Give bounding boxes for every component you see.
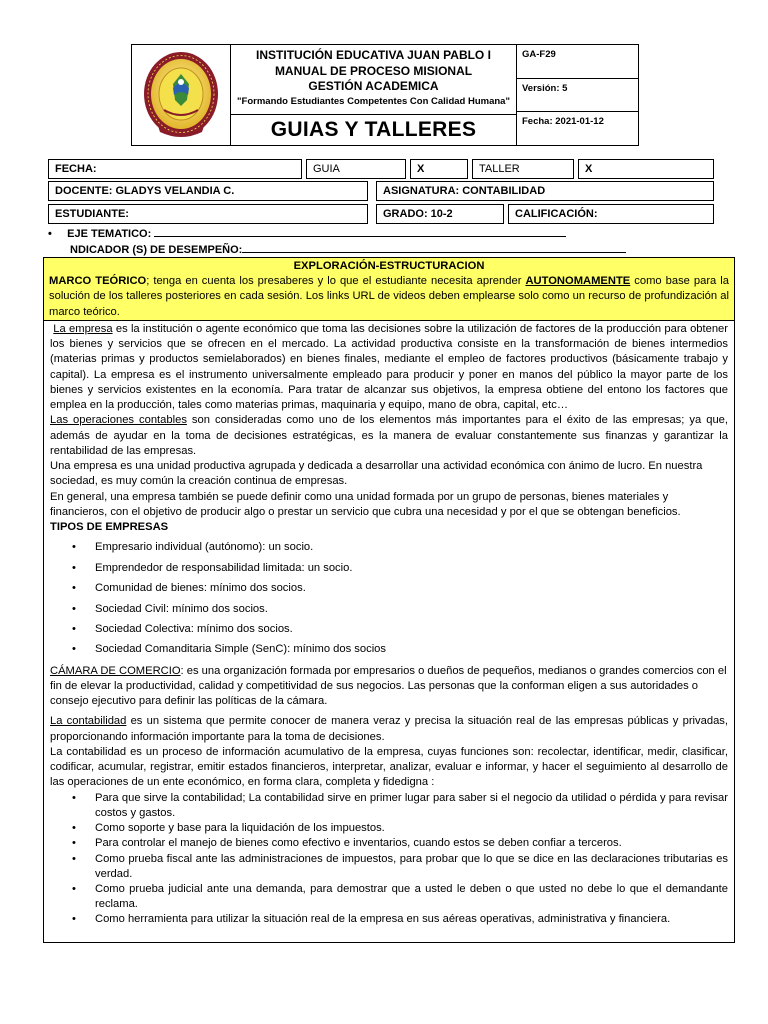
eje-indicador-block xyxy=(48,226,626,258)
fecha-field[interactable]: FECHA: xyxy=(48,159,302,179)
list-item: • Comunidad de bienes: mínimo dos socios. xyxy=(50,578,728,598)
taller-checkbox[interactable]: X xyxy=(578,159,714,179)
eje-line[interactable] xyxy=(154,226,566,237)
empresa-term: La empresa xyxy=(53,323,113,335)
calificacion-field[interactable]: CALIFICACIÓN: xyxy=(508,204,714,224)
contabilidad-text: es un sistema que permite conocer de manera veraz y precisa la situación real de las empresas públicas y privadas, proporcionando información importante para la toma de decisiones. xyxy=(50,715,728,743)
document-title: GUIAS Y TALLERES xyxy=(270,117,477,141)
meta-cell xyxy=(517,45,638,145)
manual-name: MANUAL DE PROCESO MISIONAL xyxy=(274,63,473,78)
empresa-paragraph xyxy=(50,322,728,413)
taller-label: TALLER xyxy=(472,159,574,179)
camara-text: : es una organización formada por empresarios o dueños de pequeños, medianos o grandes comercios con el fin de elevar la productividad, calidad y competitividad de sus negocios. Las personas que la conforman eligen a sus autoridades o consejo ejecutivo para definir las políticas de la cámara. xyxy=(50,664,727,708)
marco-teorico-text xyxy=(49,274,729,320)
list-item: • Para que sirve la contabilidad; La contabilidad sirve en primer lugar para saber si el negocio da utilidad o pérdida y para revisar costos y gastos. xyxy=(50,791,728,821)
list-item: • Para controlar el manejo de bienes como efectivo e inventarios, cuando estos se deben confiar a terceros. xyxy=(50,836,728,851)
guia-checkbox[interactable]: X xyxy=(410,159,468,179)
estudiante-field[interactable]: ESTUDIANTE: xyxy=(48,204,368,224)
operaciones-term: Las operaciones contables xyxy=(50,414,187,427)
list-item: • Empresario individual (autónomo): un socio. xyxy=(50,537,728,557)
marco-text-b: como base para la solución de los talleres posteriores en cada sesión. Los links URL de videos deben emplearse solo como un recurso de profundización al marco teórico. xyxy=(49,275,729,318)
tipos-list xyxy=(50,537,728,659)
list-item: • Emprendedor de responsabilidad limitada: un socio. xyxy=(50,558,728,578)
contabilidad-term: La contabilidad xyxy=(50,715,127,728)
list-item: • Sociedad Civil: mínimo dos socios. xyxy=(50,599,728,619)
indicador-label: NDICADOR (S) DE DESEMPEÑO: xyxy=(70,244,243,256)
asignatura-field[interactable]: ASIGNATURA: CONTABILIDAD xyxy=(376,181,714,201)
list-item: • Como soporte y base para la liquidación de los impuestos. xyxy=(50,821,728,836)
unidad-productiva-paragraph: Una empresa es una unidad productiva agrupada y dedicada a desarrollar una actividad económica con ánimo de lucro. En nuestra sociedad, es muy común la creación continua de empresas. xyxy=(50,460,703,488)
tipos-title: TIPOS DE EMPRESAS xyxy=(50,521,169,534)
eje-row xyxy=(48,226,626,242)
indicador-row xyxy=(48,242,626,258)
autonomamente-word: AUTONOMAMENTE xyxy=(525,275,631,288)
document-date: Fecha: 2021-01-12 xyxy=(522,116,604,128)
document-version: Versión: 5 xyxy=(517,79,638,113)
operaciones-paragraph xyxy=(50,413,728,459)
list-item: • Como prueba judicial ante una demanda, para demostrar que a usted le deben o que usted no debe lo que el demandante reclama. xyxy=(50,882,728,912)
document-code: GA-F29 xyxy=(517,45,638,79)
proceso-paragraph: La contabilidad es un proceso de información acumulativo de la empresa, cuyas funciones son: recolectar, identificar, medir, clasificar, codificar, acumular, registrar, emitir estados financieros, interpretar, analizar, evaluar e informar, y hacer el seguimiento al desarrollo de las operaciones de un ente económico, en forma clara, completa y fidedigna : xyxy=(50,745,728,789)
marco-teorico-box xyxy=(43,257,735,321)
contabilidad-paragraph xyxy=(50,714,728,744)
docente-field[interactable]: DOCENTE: GLADYS VELANDIA C. xyxy=(48,181,368,201)
school-crest-icon xyxy=(140,48,222,142)
school-logo-cell xyxy=(132,45,231,145)
area-name: GESTIÓN ACADEMICA xyxy=(308,79,439,94)
list-item: • Sociedad Comanditaria Simple (SenC): mínimo dos socios xyxy=(50,639,728,659)
exploracion-heading: EXPLORACIÓN-ESTRUCTURACION xyxy=(293,260,485,272)
definicion-paragraph: En general, una empresa también se puede definir como una unidad formada por un grupo de personas, bienes materiales y financieros, con el objetivo de producir algo o prestar un servicio que cubra una necesidad y por el que se obtengan beneficios. xyxy=(50,490,681,518)
camara-term: CÁMARA DE COMERCIO xyxy=(50,664,181,677)
guia-label: GUIA xyxy=(306,159,406,179)
marco-teorico-label: MARCO TEÓRICO xyxy=(49,275,147,288)
list-item: • Sociedad Colectiva: mínimo dos socios. xyxy=(50,619,728,639)
content-body xyxy=(43,321,735,943)
institution-block xyxy=(231,45,516,115)
document-header xyxy=(131,44,639,146)
marco-text-a: ; tenga en cuenta los presaberes y lo que el estudiante necesita aprender xyxy=(146,275,526,288)
list-item: • Como prueba fiscal ante las administraciones de impuestos, para probar que lo que se dice en las declaraciones tributarias es verdad. xyxy=(50,852,728,882)
institution-name: INSTITUCIÓN EDUCATIVA JUAN PABLO I xyxy=(256,48,491,62)
bullet-icon: • xyxy=(48,228,52,240)
operaciones-text: son consideradas como uno de los elementos más importantes para el éxito de las empresas; ya que, además de ayudar en la toma de decisiones estratégicas, es la manera de evaluar constantemente sus finanzas y garantizar la rentabilidad de las empresas. xyxy=(50,414,729,457)
funciones-list xyxy=(50,791,728,928)
eje-label: EJE TEMATICO: xyxy=(67,228,152,240)
grado-field[interactable]: GRADO: 10-2 xyxy=(376,204,504,224)
empresa-text: es la institución o agente económico que toma las decisiones sobre la utilización de factores de la producción para obtener los bienes y servicios que se ofrecen en el mercado. La actividad productiva consiste en la transformación de bienes intermedios (materias primas y productos semielaborados) en bienes finales, mediante el empleo de factores productivos (básicamente trabajo y capital). La empresa es el instrumento universalmente empleado para producir y poner en manos del público la mayor parte de los bienes y servicios existentes en la economía. Para tratar de alcanzar sus objetivos, la empresa obtiene del entono los factores que emplea en la producción, tales como materias primas, maquinaria y equipo, mano de obra, capital, etc… xyxy=(50,323,729,412)
list-item: • Como herramienta para utilizar la situación real de la empresa en sus aéreas operativas, administrativa y financiera. xyxy=(50,912,728,927)
camara-paragraph xyxy=(50,664,728,710)
title-cell xyxy=(231,45,517,145)
indicador-line[interactable] xyxy=(242,242,626,253)
motto: "Formando Estudiantes Competentes Con Calidad Humana" xyxy=(237,95,510,107)
